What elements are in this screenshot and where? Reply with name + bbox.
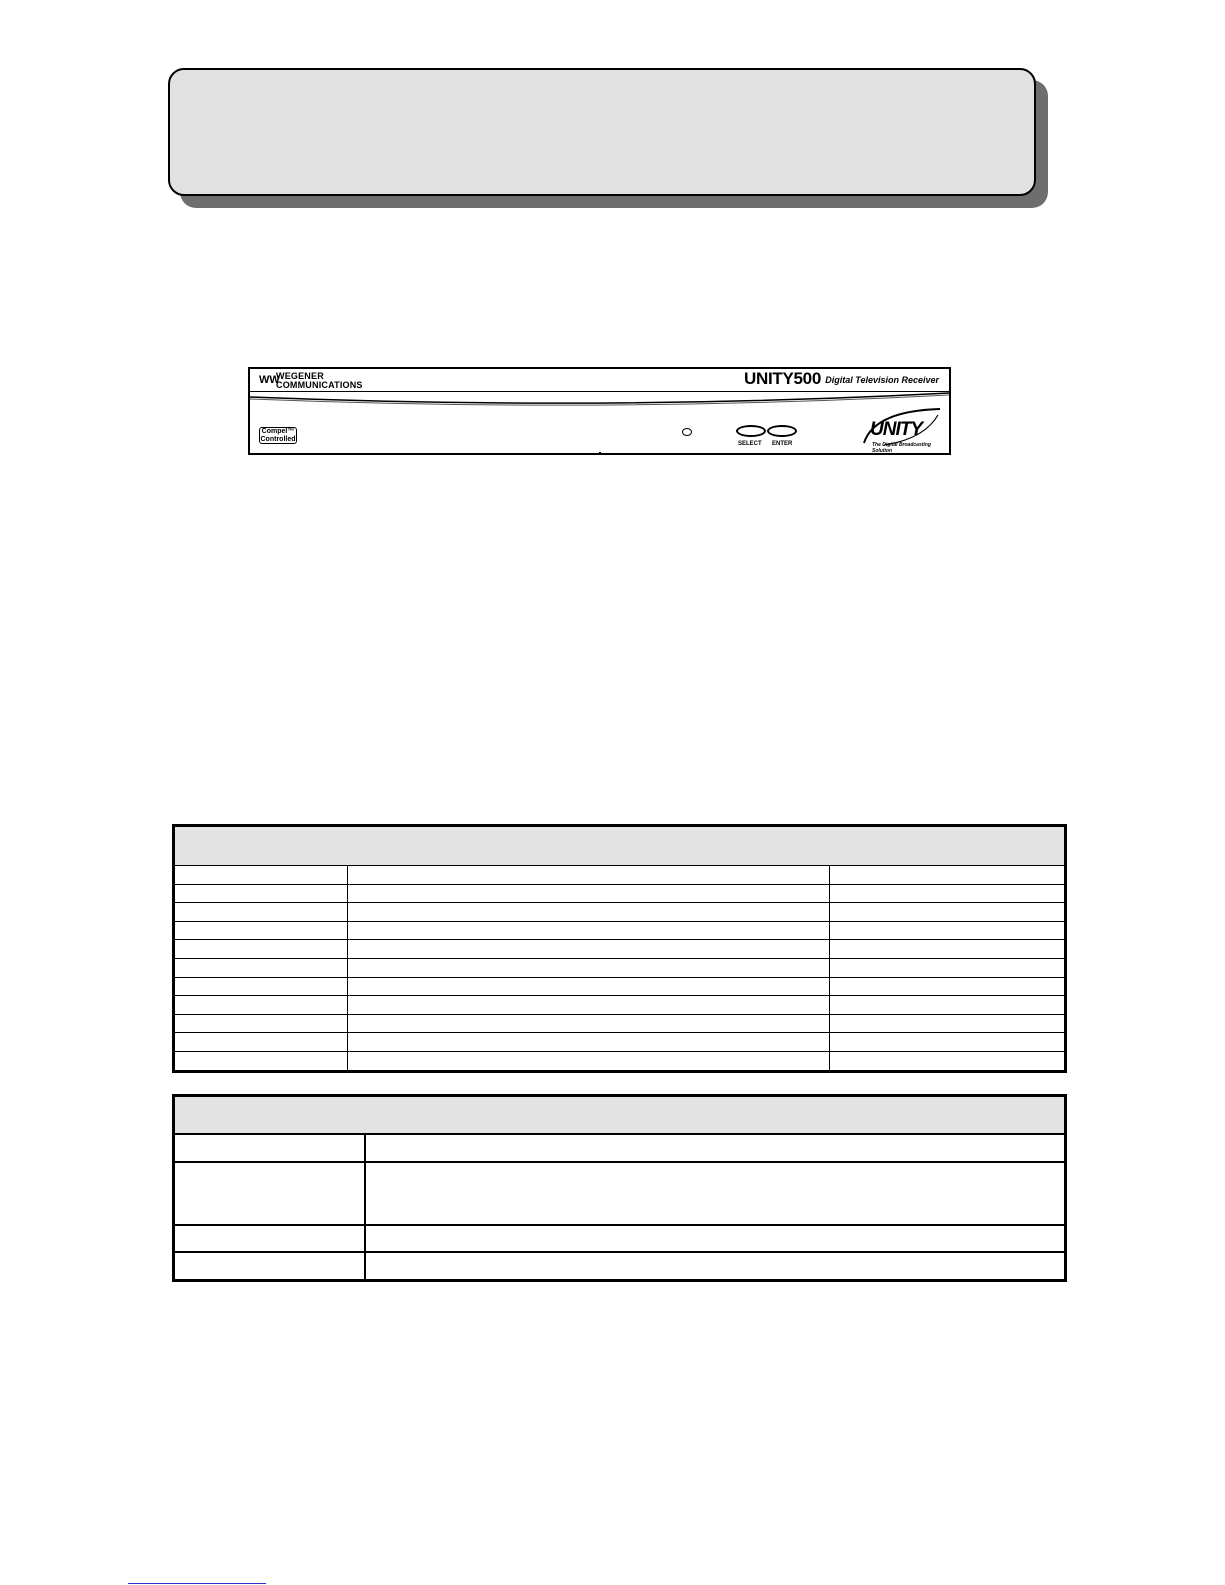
enter-label: ENTER [772, 441, 793, 447]
wegener-logo-icon: WW [259, 374, 280, 386]
table-cell [366, 1226, 1064, 1251]
table-cell [175, 1253, 366, 1279]
table-row [175, 940, 1064, 959]
table-row [175, 903, 1064, 922]
table-row [175, 1015, 1064, 1034]
status-led-icon [682, 428, 692, 436]
table-cell [830, 866, 1064, 884]
table-cell [348, 978, 830, 996]
table-cell [348, 996, 830, 1014]
table-row [175, 1163, 1064, 1226]
table-cell [830, 1052, 1064, 1071]
compel-controlled-badge [259, 427, 297, 444]
table-cell [175, 959, 348, 977]
badge-line-2: Controlled [260, 436, 296, 443]
table-cell [348, 959, 830, 977]
table-cell [366, 1135, 1064, 1161]
table-cell [830, 885, 1064, 903]
table-cell [348, 885, 830, 903]
specifications-table [172, 824, 1067, 1073]
brand-line-1: WEGENER [276, 371, 324, 381]
features-table [172, 1094, 1067, 1282]
table-cell [830, 922, 1064, 940]
table-cell [175, 903, 348, 921]
table-row [175, 866, 1064, 885]
footnote-separator [128, 1583, 266, 1584]
title-banner [168, 68, 1036, 196]
model-subtitle: Digital Television Receiver [825, 375, 939, 385]
table-cell [830, 940, 1064, 958]
enter-button [767, 425, 797, 437]
table-cell [175, 978, 348, 996]
table-row [175, 1253, 1064, 1279]
select-button [736, 425, 766, 437]
table-cell [830, 1015, 1064, 1033]
table-cell [348, 1052, 830, 1071]
table-row [175, 1226, 1064, 1253]
table-row [175, 1033, 1064, 1052]
device-front-panel-illustration [248, 367, 951, 455]
table-row [175, 996, 1064, 1015]
table-cell [175, 1135, 366, 1161]
table-row [175, 978, 1064, 997]
table-cell [175, 1052, 348, 1071]
table-cell [175, 1226, 366, 1251]
table2-header [175, 1097, 1064, 1135]
table-cell [830, 959, 1064, 977]
table1-header [175, 827, 1064, 866]
brand-line-2: COMMUNICATIONS [276, 380, 363, 390]
brand-name [276, 372, 363, 390]
panel-curve-line [250, 389, 949, 409]
table-cell [348, 1015, 830, 1033]
table-cell [830, 978, 1064, 996]
table-cell [348, 1033, 830, 1051]
table1-body [175, 866, 1064, 1071]
table-cell [830, 903, 1064, 921]
badge-line-1: Compel™ [261, 428, 295, 435]
table-row [175, 922, 1064, 941]
table-cell [175, 866, 348, 884]
select-label: SELECT [738, 441, 762, 447]
table-cell [348, 940, 830, 958]
table-cell [830, 996, 1064, 1014]
table-cell [175, 1015, 348, 1033]
panel-center-mark [599, 452, 601, 454]
table-cell [175, 1033, 348, 1051]
table-cell [366, 1253, 1064, 1279]
table-cell [348, 903, 830, 921]
table-cell [348, 866, 830, 884]
unity-tagline: The Digital Broadcasting Solution [872, 442, 931, 454]
table-row [175, 959, 1064, 978]
table-cell [348, 922, 830, 940]
table-row [175, 885, 1064, 904]
table-cell [175, 996, 348, 1014]
table-cell [175, 885, 348, 903]
model-name: UNITY500 [744, 369, 821, 388]
table-row [175, 1052, 1064, 1071]
table-cell [830, 1033, 1064, 1051]
unity-logo: UNITY [870, 419, 922, 440]
table-cell [175, 922, 348, 940]
table-cell [175, 1163, 366, 1224]
table-row [175, 1135, 1064, 1163]
table-cell [366, 1163, 1064, 1224]
table-cell [175, 940, 348, 958]
